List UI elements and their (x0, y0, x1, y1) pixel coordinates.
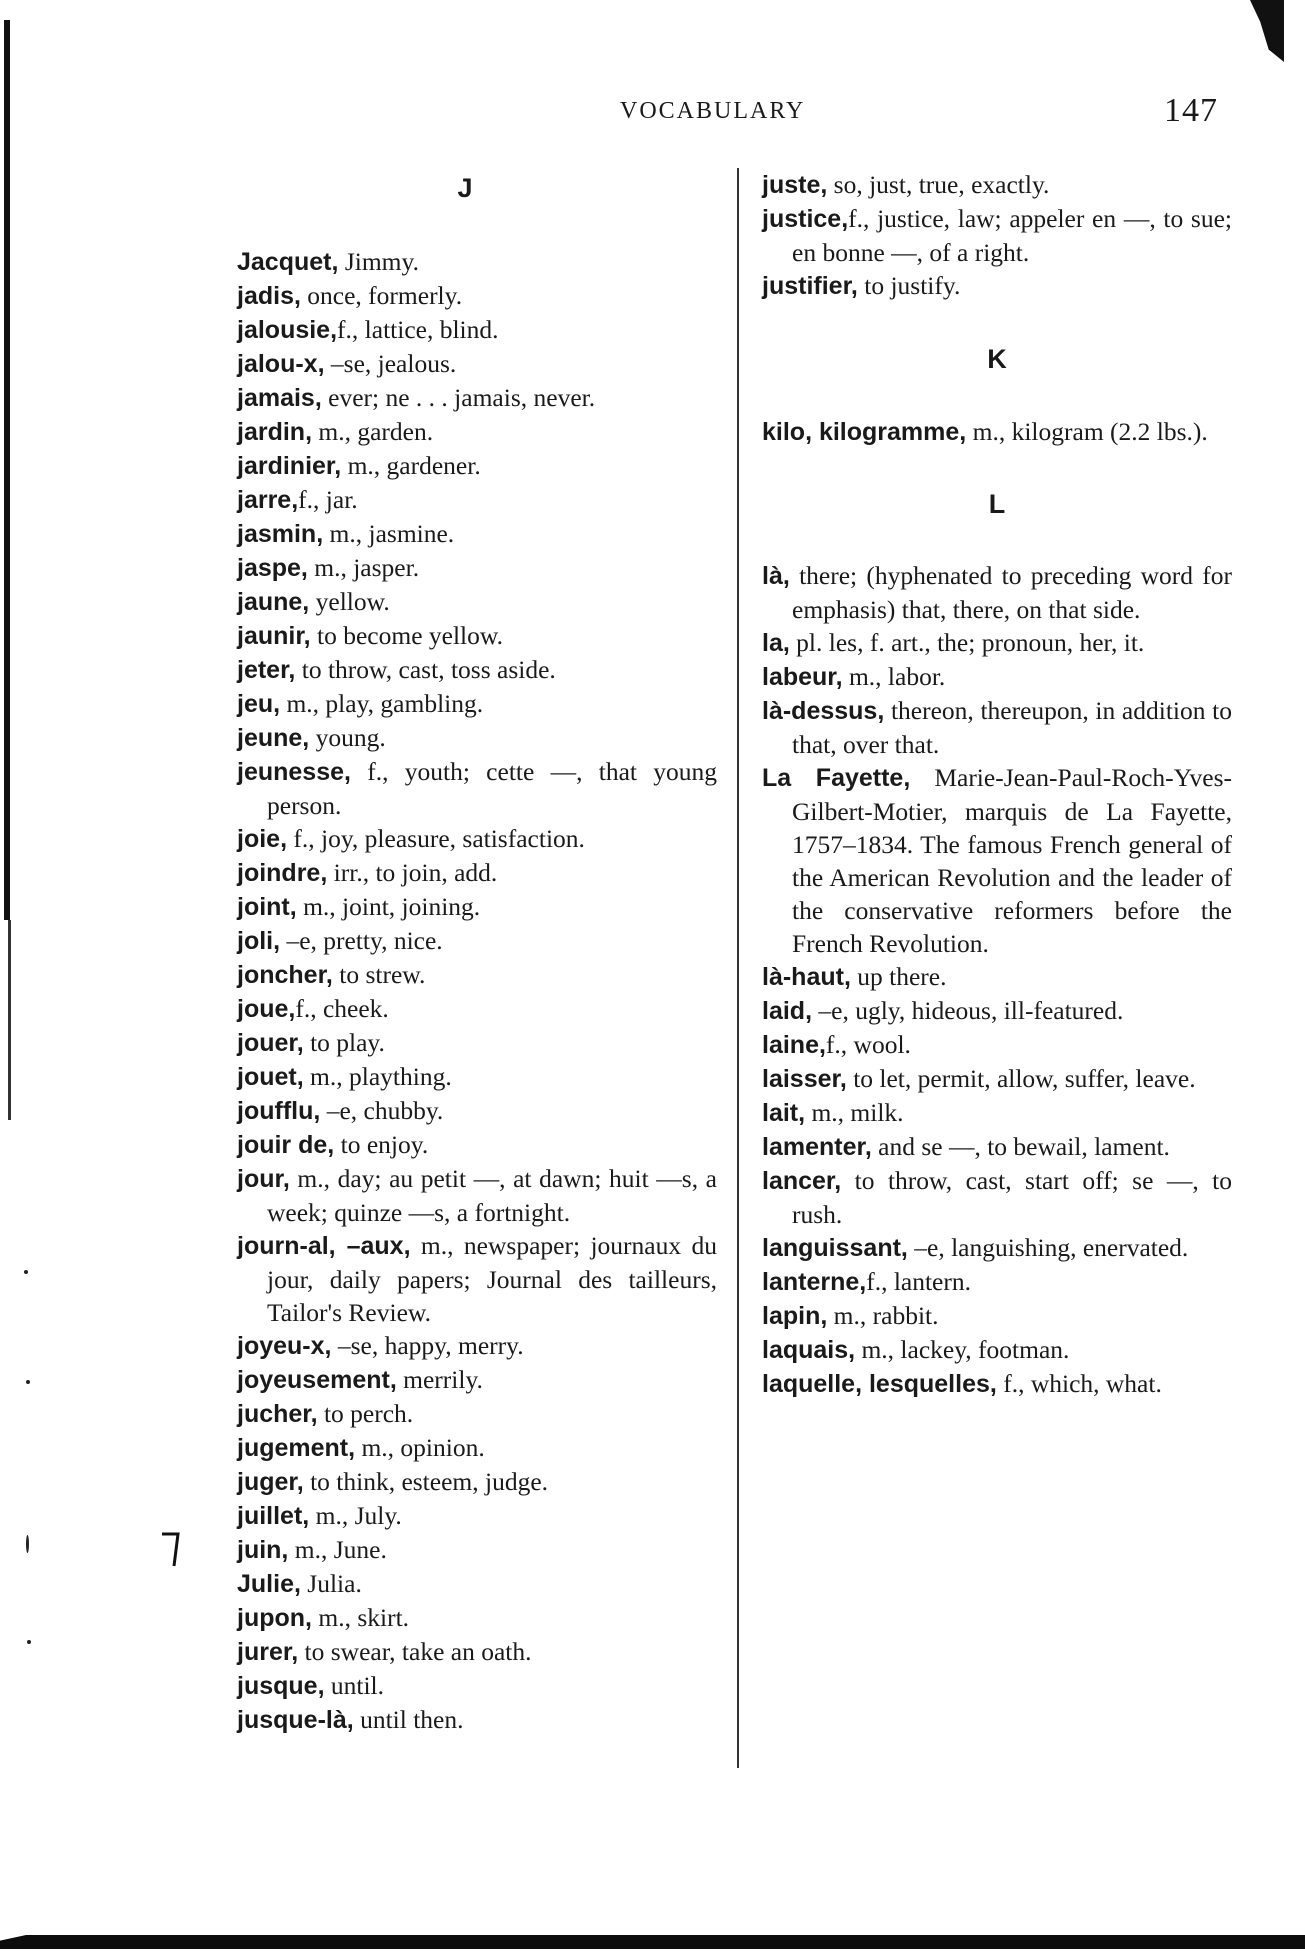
vocab-entry (237, 1499, 717, 1533)
vocab-entry (762, 1130, 1232, 1164)
headword: jucher, (237, 1400, 318, 1428)
headword: laquais, (762, 1336, 856, 1364)
vocab-entry (237, 313, 717, 347)
definition: –e, pretty, nice. (280, 926, 443, 955)
headword: juger, (237, 1468, 304, 1496)
headword: jalou-x, (237, 350, 325, 378)
vocab-entry (237, 1533, 717, 1567)
headword: laid, (762, 997, 813, 1025)
definition: m., play, gambling. (280, 689, 484, 718)
headword: laquelle, lesquelles, (762, 1370, 997, 1398)
definition: m., plaything. (303, 1062, 452, 1091)
entry-list (762, 168, 1232, 303)
headword: jaspe, (237, 554, 308, 582)
vocab-entry (237, 347, 717, 381)
headword: joue, (237, 995, 296, 1023)
headword: là-haut, (762, 963, 851, 991)
headword: jouet, (237, 1063, 304, 1091)
entry-list (237, 245, 717, 1737)
vocab-entry (762, 994, 1232, 1028)
headword: La Fayette, (762, 764, 911, 792)
definition: m., June. (288, 1535, 387, 1564)
vocab-entry (237, 279, 717, 313)
running-title: VOCABULARY (620, 98, 806, 124)
vocab-entry (237, 1567, 717, 1601)
headword: labeur, (762, 663, 843, 691)
vocab-entry (237, 1026, 717, 1060)
headword: jeu, (237, 690, 281, 718)
definition: to play. (303, 1028, 385, 1057)
headword: jaune, (237, 588, 310, 616)
vocab-entry (762, 960, 1232, 994)
headword: kilo, kilogramme, (762, 418, 967, 446)
vocab-entry (237, 1229, 717, 1329)
vocab-entry (237, 619, 717, 653)
headword: justifier, (762, 272, 858, 300)
vocab-entry (762, 1299, 1232, 1333)
headword: languissant, (762, 1234, 908, 1262)
definition: m., skirt. (311, 1603, 410, 1632)
headword: lamenter, (762, 1133, 872, 1161)
vocab-entry (237, 517, 717, 551)
definition: to throw, cast, toss aside. (295, 655, 556, 684)
definition: –e, languishing, enervated. (907, 1233, 1189, 1262)
vocab-entry (762, 1028, 1232, 1062)
vocab-entry (762, 1062, 1232, 1096)
headword: jeunesse, (237, 758, 351, 786)
headword: juste, (762, 171, 828, 199)
vocab-entry (237, 1431, 717, 1465)
scan-dust-dot (26, 1380, 30, 1384)
scan-dust-dot (26, 1535, 29, 1553)
definition: m., milk. (805, 1098, 904, 1127)
section-letter-k: K (987, 344, 1007, 374)
vocab-entry (237, 1162, 717, 1229)
definition: until. (324, 1671, 385, 1700)
scan-dust-dot (24, 1270, 28, 1274)
definition: m., jasmine. (323, 519, 455, 548)
vocab-entry (237, 755, 717, 822)
definition: pl. les, f. art., the; pronoun, her, it. (789, 628, 1145, 657)
vocab-entry (237, 449, 717, 483)
headword: journ-al, –aux, (237, 1232, 411, 1260)
headword: lapin, (762, 1302, 828, 1330)
definition: f., wool. (825, 1030, 911, 1059)
section-letter-j: J (457, 173, 473, 203)
headword: joufflu, (237, 1097, 321, 1125)
vocab-entry (237, 381, 717, 415)
headword: joie, (237, 825, 288, 853)
headword: jadis, (237, 282, 301, 310)
vocab-entry (237, 1060, 717, 1094)
headword: jeune, (237, 724, 310, 752)
definition: m., rabbit. (827, 1301, 939, 1330)
definition: up there. (850, 962, 947, 991)
definition: until then. (353, 1705, 464, 1734)
definition: f., justice, law; appeler en —, to sue; en bonne —, of a right. (792, 204, 1232, 267)
headword: jurer, (237, 1638, 299, 1666)
headword: jasmin, (237, 520, 324, 548)
definition: merrily. (396, 1365, 483, 1394)
definition: m., joint, joining. (296, 892, 481, 921)
definition: –e, chubby. (320, 1096, 444, 1125)
vocab-entry (762, 202, 1232, 269)
definition: f., lattice, blind. (337, 315, 499, 344)
definition: f., lantern. (866, 1267, 971, 1296)
definition: m., July. (309, 1501, 402, 1530)
headword: joint, (237, 893, 297, 921)
vocab-entry (237, 1397, 717, 1431)
definition: f., which, what. (996, 1369, 1162, 1398)
vocab-entry (762, 1096, 1232, 1130)
headword: joindre, (237, 859, 328, 887)
vocab-entry (237, 585, 717, 619)
definition: ever; ne . . . jamais, never. (321, 383, 596, 412)
definition: m., day; au petit —, at dawn; huit —s, a week; quinze —s, a fortnight. (267, 1164, 717, 1227)
vocab-entry (237, 890, 717, 924)
vocab-entry (237, 1635, 717, 1669)
headword: jusque, (237, 1672, 325, 1700)
definition: –e, ugly, hideous, ill-featured. (812, 996, 1124, 1025)
vocab-entry (237, 721, 717, 755)
definition: thereon, thereupon, in addition to that, over that. (792, 696, 1232, 759)
headword: justice, (762, 205, 849, 233)
definition: yellow. (309, 587, 390, 616)
definition: and se —, to bewail, lament. (871, 1132, 1170, 1161)
vocab-entry (762, 1164, 1232, 1231)
vocab-entry (237, 1601, 717, 1635)
headword: jouer, (237, 1029, 304, 1057)
vocab-entry (762, 1265, 1232, 1299)
right-column (762, 168, 1232, 1401)
definition: to enjoy. (334, 1130, 429, 1159)
scan-dust-dot (27, 1640, 31, 1644)
vocab-entry (237, 687, 717, 721)
headword: joyeu-x, (237, 1332, 332, 1360)
headword: lanterne, (762, 1268, 867, 1296)
page-number: 147 (1164, 92, 1218, 129)
definition: so, just, true, exactly. (827, 170, 1050, 199)
vocab-entry (237, 924, 717, 958)
vocab-entry (762, 694, 1232, 761)
scan-corner-artifact (1250, 0, 1284, 62)
definition: f., cheek. (295, 994, 389, 1023)
headword: jour, (237, 1165, 290, 1193)
vocab-entry (237, 1363, 717, 1397)
definition: young. (309, 723, 386, 752)
vocab-entry (762, 1367, 1232, 1401)
headword: jouir de, (237, 1131, 335, 1159)
vocab-entry (762, 660, 1232, 694)
vocab-entry (762, 1333, 1232, 1367)
definition: to let, permit, allow, suffer, leave. (846, 1064, 1196, 1093)
headword: joyeusement, (237, 1366, 397, 1394)
definition: m., kilogram (2.2 lbs.). (966, 417, 1208, 446)
definition: to perch. (317, 1399, 414, 1428)
definition: m., lackey, footman. (855, 1335, 1070, 1364)
headword: jardinier, (237, 452, 342, 480)
headword: lait, (762, 1099, 806, 1127)
headword: juillet, (237, 1502, 310, 1530)
vocab-entry (237, 1465, 717, 1499)
running-head (0, 92, 1305, 129)
left-column (237, 168, 717, 1737)
headword: jarre, (237, 486, 299, 514)
headword: laisser, (762, 1065, 847, 1093)
section-letter-l: L (988, 489, 1006, 519)
headword: joncher, (237, 961, 333, 989)
headword: jalousie, (237, 316, 338, 344)
vocab-entry (762, 1231, 1232, 1265)
headword: jamais, (237, 384, 322, 412)
vocab-entry (762, 559, 1232, 626)
vocab-entry (237, 653, 717, 687)
headword: jugement, (237, 1434, 356, 1462)
headword: laine, (762, 1031, 826, 1059)
entry-list (762, 559, 1232, 1401)
vocab-entry (237, 958, 717, 992)
vocab-entry (237, 1669, 717, 1703)
margin-mark-icon (160, 1530, 184, 1570)
definition: Jimmy. (338, 247, 419, 276)
headword: jaunir, (237, 622, 311, 650)
entry-list (762, 415, 1232, 449)
vocab-entry (237, 245, 717, 279)
headword: là, (762, 562, 790, 590)
definition: f., joy, pleasure, satisfaction. (287, 824, 585, 853)
vocab-entry (762, 269, 1232, 303)
definition: once, formerly. (300, 281, 463, 310)
definition: f., jar. (298, 485, 358, 514)
vocab-entry (237, 992, 717, 1026)
vocab-entry (762, 626, 1232, 660)
headword: jusque-là, (237, 1706, 354, 1734)
definition: there; (hyphenated to preceding word for emphasis) that, there, on that side. (789, 561, 1232, 624)
headword: Jacquet, (237, 248, 339, 276)
headword: Julie, (237, 1570, 301, 1598)
definition: m., labor. (842, 662, 946, 691)
vocab-entry (237, 822, 717, 856)
vocab-entry (762, 761, 1232, 960)
headword: joli, (237, 927, 281, 955)
definition: to become yellow. (310, 621, 504, 650)
vocab-entry (762, 168, 1232, 202)
definition: to strew. (332, 960, 426, 989)
definition: –se, happy, merry. (331, 1331, 524, 1360)
definition: m., newspaper; journaux du jour, daily papers; Journal des tailleurs, Tailor's Review. (267, 1231, 717, 1327)
vocab-entry (237, 483, 717, 517)
headword: là-dessus, (762, 697, 885, 725)
headword: juin, (237, 1536, 289, 1564)
vocab-entry (237, 856, 717, 890)
scan-edge-shadow (8, 920, 11, 1120)
scan-bottom-edge (0, 1935, 1305, 1949)
definition: to justify. (857, 271, 961, 300)
definition: to swear, take an oath. (298, 1637, 532, 1666)
definition: to think, esteem, judge. (303, 1467, 549, 1496)
definition: Julia. (300, 1569, 362, 1598)
definition: m., jasper. (307, 553, 420, 582)
definition: m., opinion. (355, 1433, 485, 1462)
definition: irr., to join, add. (327, 858, 498, 887)
headword: lancer, (762, 1167, 842, 1195)
vocab-entry (237, 415, 717, 449)
headword: jeter, (237, 656, 296, 684)
definition: m., gardener. (341, 451, 481, 480)
definition: to throw, cast, start off; se —, to rush. (792, 1166, 1232, 1229)
vocab-entry (237, 1703, 717, 1737)
headword: la, (762, 629, 790, 657)
column-divider (737, 168, 739, 1768)
headword: jupon, (237, 1604, 312, 1632)
vocab-entry (237, 551, 717, 585)
scan-edge-shadow (4, 20, 10, 920)
vocab-entry (237, 1329, 717, 1363)
vocab-entry (237, 1128, 717, 1162)
definition: m., garden. (312, 417, 434, 446)
definition: –se, jealous. (324, 349, 457, 378)
vocab-entry (762, 415, 1232, 449)
headword: jardin, (237, 418, 313, 446)
vocab-entry (237, 1094, 717, 1128)
definition: Marie-Jean-Paul-Roch-Yves-Gilbert-Motier, marquis de La Fayette, 1757–1834. The famous French general of the American Revolution and the leader of the conservative reformers before the French Revolution. (792, 763, 1232, 958)
definition: f., youth; cette —, that young person. (267, 757, 717, 820)
